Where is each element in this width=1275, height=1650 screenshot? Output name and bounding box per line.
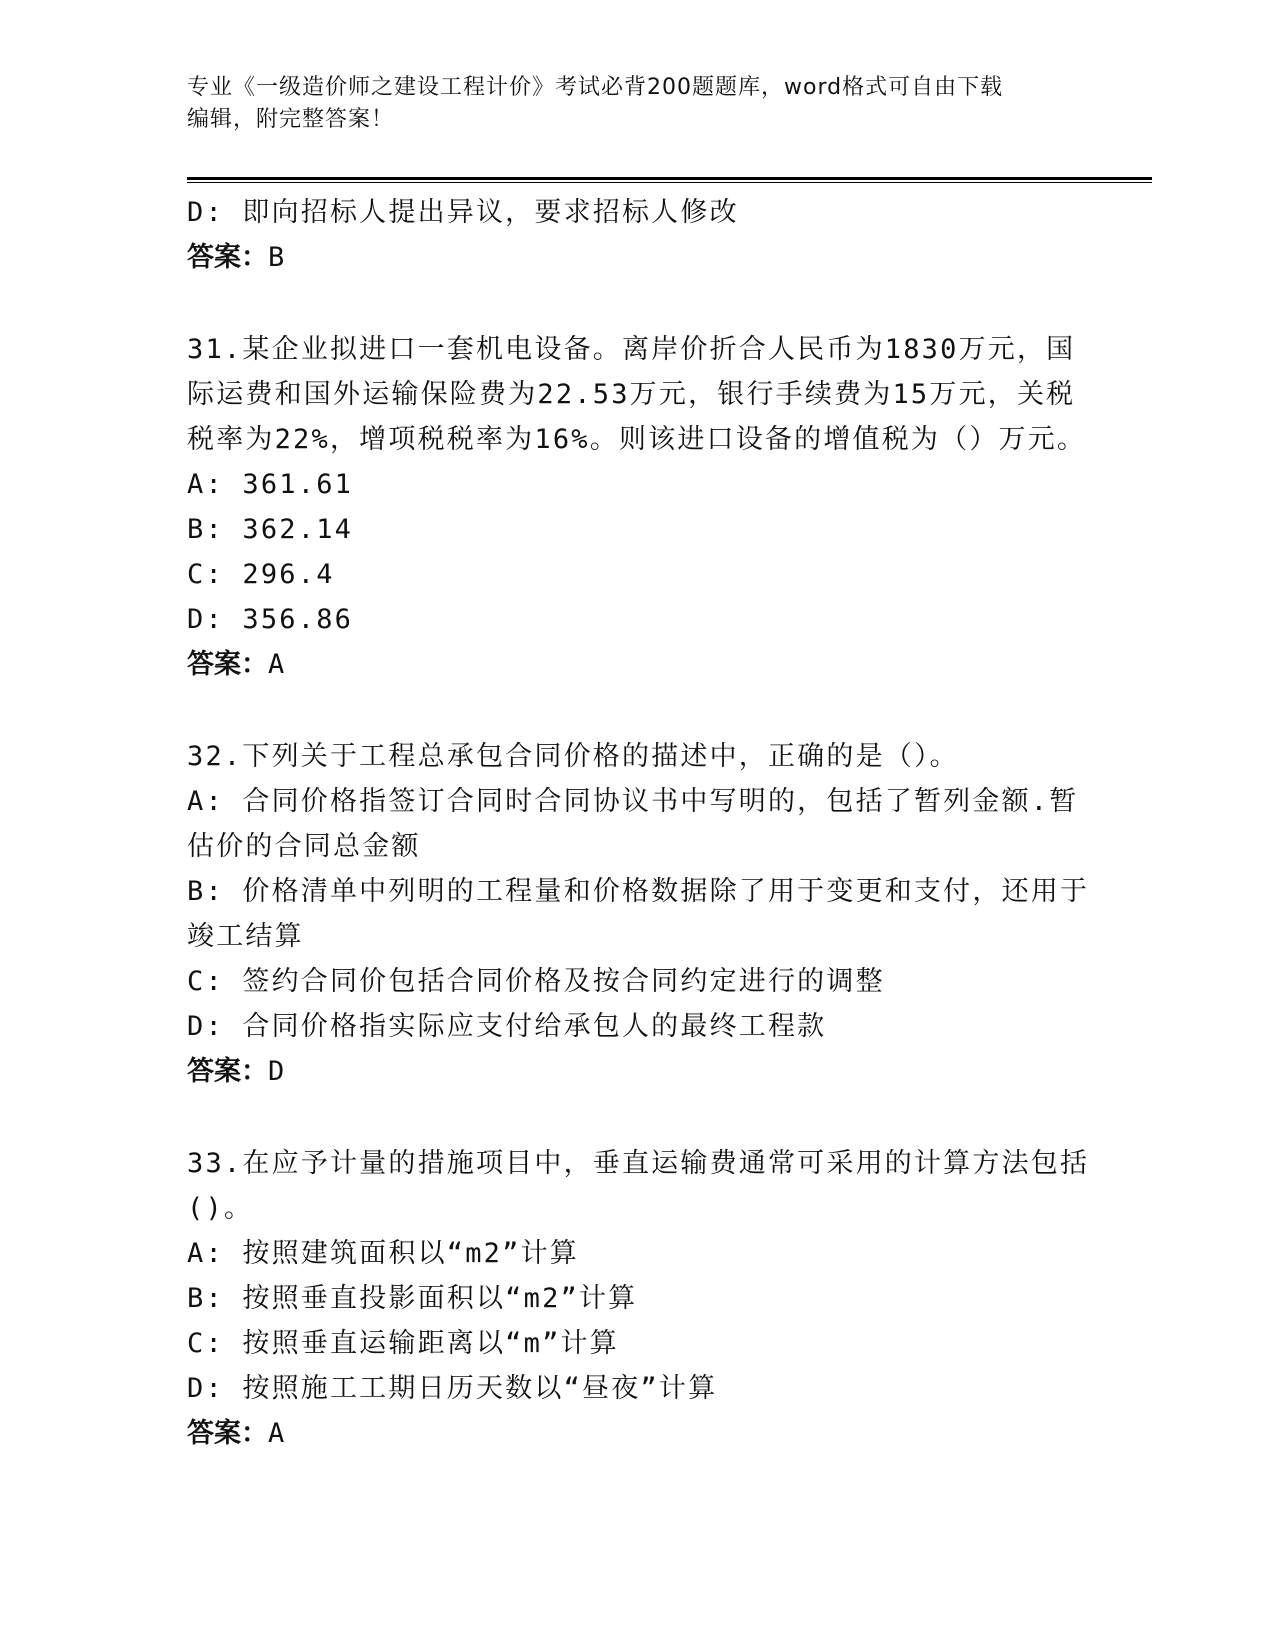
spacer — [187, 687, 1087, 734]
question-32 — [187, 734, 1090, 1094]
spacer — [187, 280, 1087, 327]
answer-value: B — [268, 242, 285, 273]
page-header — [187, 72, 1067, 136]
question-33-option-b: B: 按照垂直投影面积以“m2”计算 — [187, 1283, 638, 1314]
prev-question — [187, 190, 1087, 280]
answer-label: 答案： — [187, 1056, 268, 1087]
header-line-1: 专业《一级造价师之建设工程计价》考试必背200题题库，word格式可自由下载 — [187, 75, 1004, 100]
question-32-option-b-line-1: B: 价格清单中列明的工程量和价格数据除了用于变更和支付，还用于 — [187, 876, 1090, 907]
question-32-answer — [187, 1049, 1087, 1094]
answer-value: A — [268, 649, 285, 680]
header-divider-thin — [187, 182, 1152, 183]
question-33-option-c: C: 按照垂直运输距离以“m”计算 — [187, 1328, 619, 1359]
question-31-option-b: B: 362.14 — [187, 514, 354, 545]
question-31 — [187, 327, 1087, 687]
question-32-stem: 32.下列关于工程总承包合同价格的描述中，正确的是（）。 — [187, 741, 959, 772]
question-31-stem-line-1: 31.某企业拟进口一套机电设备。离岸价折合人民币为1830万元，国 — [187, 334, 1076, 365]
question-31-option-d: D: 356.86 — [187, 604, 354, 635]
header-divider-thick — [187, 177, 1152, 180]
prev-answer — [187, 235, 1087, 280]
header-line-2: 编辑，附完整答案！ — [187, 107, 395, 132]
question-31-stem-line-3: 税率为22%，增项税税率为16%。则该进口设备的增值税为（）万元。 — [187, 424, 1087, 455]
question-content — [187, 190, 1090, 1456]
question-31-option-c: C: 296.4 — [187, 559, 335, 590]
question-32-option-a-line-1: A: 合同价格指签订合同时合同协议书中写明的，包括了暂列金额.暂 — [187, 786, 1079, 817]
spacer — [187, 1094, 1087, 1141]
question-32-option-d: D: 合同价格指实际应支付给承包人的最终工程款 — [187, 1011, 827, 1042]
answer-value: D — [268, 1056, 285, 1087]
question-32-option-a-line-2: 估价的合同总金额 — [187, 831, 421, 862]
answer-label: 答案： — [187, 649, 268, 680]
question-33-stem-line-1: 33.在应予计量的措施项目中，垂直运输费通常可采用的计算方法包括 — [187, 1148, 1090, 1179]
question-33 — [187, 1141, 1090, 1456]
question-32-option-c: C: 签约合同价包括合同价格及按合同约定进行的调整 — [187, 966, 885, 997]
question-31-option-a: A: 361.61 — [187, 469, 354, 500]
answer-label: 答案： — [187, 1418, 268, 1449]
question-33-option-d: D: 按照施工工期日历天数以“昼夜”计算 — [187, 1373, 718, 1404]
prev-option-d: D: 即向招标人提出异议，要求招标人修改 — [187, 197, 739, 228]
question-33-option-a: A: 按照建筑面积以“m2”计算 — [187, 1238, 579, 1269]
question-33-answer — [187, 1411, 1087, 1456]
question-32-option-b-line-2: 竣工结算 — [187, 921, 304, 952]
question-31-stem-line-2: 际运费和国外运输保险费为22.53万元，银行手续费为15万元，关税 — [187, 379, 1076, 410]
answer-label: 答案： — [187, 242, 268, 273]
answer-value: A — [268, 1418, 285, 1449]
question-31-answer — [187, 642, 1087, 687]
question-33-stem-line-2: ()。 — [187, 1193, 254, 1224]
